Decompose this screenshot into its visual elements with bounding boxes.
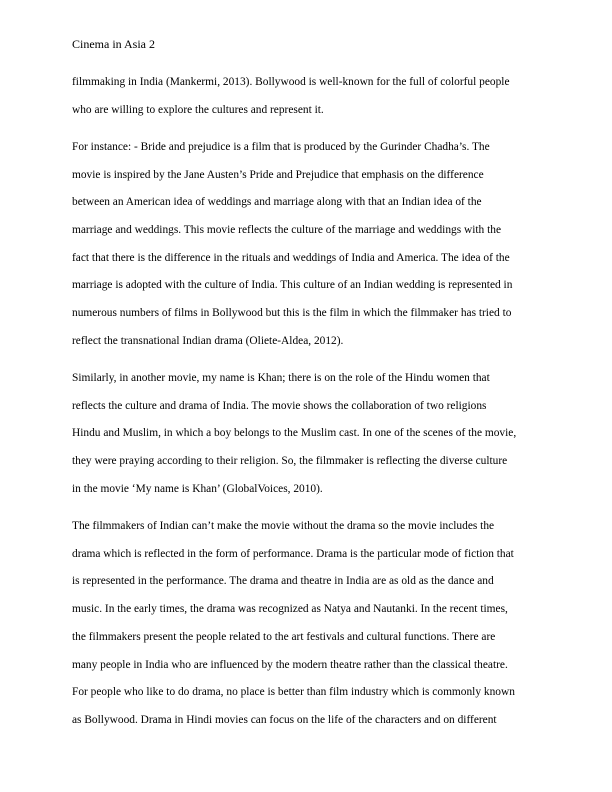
text-line: numerous numbers of films in Bollywood but this is the film in which the filmmaker has tried to (72, 307, 512, 320)
paragraph-2 (72, 134, 544, 356)
text-line: in the movie ‘My name is Khan’ (GlobalVoices, 2010). (72, 482, 323, 495)
text-line: Similarly, in another movie, my name is Khan; there is on the role of the Hindu women that (72, 372, 490, 385)
running-head: Cinema in Asia 2 (72, 37, 155, 51)
text-line: is represented in the performance. The drama and theatre in India are as old as the dance and (72, 575, 494, 588)
text-line: filmmaking in India (Mankermi, 2013). Bollywood is well-known for the full of colorful people (72, 76, 510, 88)
text-line: marriage is adopted with the culture of India. This culture of an Indian wedding is represented in (72, 279, 513, 292)
text-line: the filmmakers present the people related to the art festivals and cultural functions. There are (72, 630, 496, 643)
text-line: For people who like to do drama, no place is better than film industry which is commonly known (72, 686, 515, 699)
text-line: marriage and weddings. This movie reflects the culture of the marriage and weddings with the (72, 224, 502, 237)
text-line: For instance: - Bride and prejudice is a film that is produced by the Gurinder Chadha’s. The (72, 140, 490, 153)
paragraph-1 (72, 69, 544, 124)
body-text (72, 69, 544, 744)
text-line: Hindu and Muslim, in which a boy belongs to the Muslim cast. In one of the scenes of the movie, (72, 427, 517, 440)
text-line: reflects the culture and drama of India. The movie shows the collaboration of two religions (72, 399, 487, 412)
text-line: between an American idea of weddings and marriage along with that an Indian idea of the (72, 196, 482, 209)
text-line: drama which is reflected in the form of performance. Drama is the particular mode of fiction that (72, 547, 514, 560)
text-line: fact that there is the difference in the rituals and weddings of India and America. The idea of the (72, 251, 510, 264)
text-line: as Bollywood. Drama in Hindi movies can focus on the life of the characters and on different (72, 713, 497, 726)
text-line: The filmmakers of Indian can’t make the movie without the drama so the movie includes the (72, 520, 495, 533)
paragraph-4 (72, 513, 544, 735)
text-line: movie is inspired by the Jane Austen’s Pride and Prejudice that emphasis on the difference (72, 168, 484, 181)
text-line: they were praying according to their religion. So, the filmmaker is reflecting the diverse culture (72, 455, 508, 468)
paragraph-3 (72, 365, 544, 504)
text-line: reflect the transnational Indian drama (Oliete-Aldea, 2012). (72, 334, 344, 347)
text-line: music. In the early times, the drama was recognized as Natya and Nautanki. In the recent times, (72, 603, 508, 616)
text-line: many people in India who are influenced by the modern theatre rather than the classical theatre. (72, 658, 508, 671)
text-line: who are willing to explore the cultures and represent it. (72, 103, 324, 116)
